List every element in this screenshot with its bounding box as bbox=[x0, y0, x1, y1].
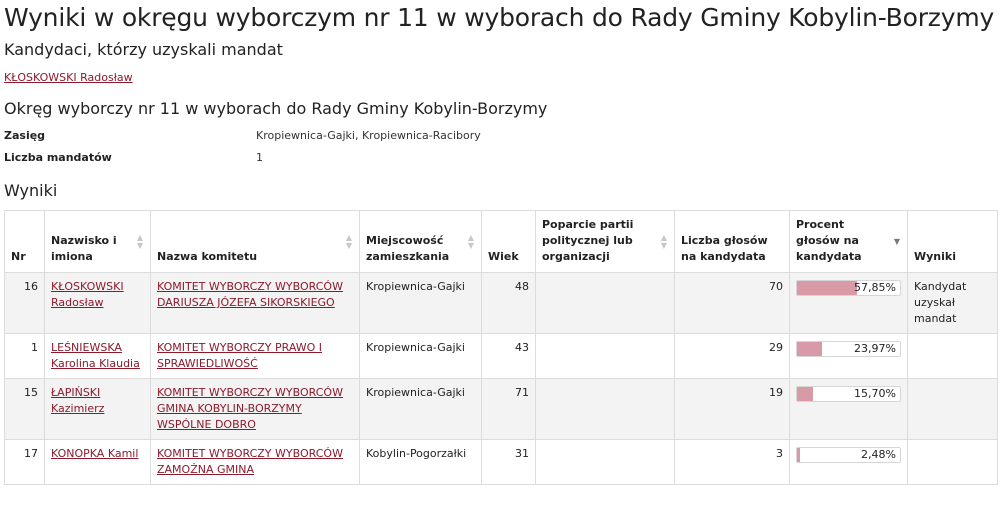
cell-support bbox=[536, 334, 675, 379]
committee-link[interactable]: KOMITET WYBORCZY WYBORCÓW DARIUSZA JÓZEFA SIKORSKIEGO bbox=[157, 280, 343, 309]
cell-votes: 19 bbox=[675, 379, 790, 440]
column-label: Procent głosów na kandydata bbox=[796, 218, 862, 263]
percent-bar-fill bbox=[797, 448, 800, 462]
candidate-link[interactable]: ŁAPIŃSKI Kazimierz bbox=[51, 386, 105, 415]
column-label: Liczba głosów na kandydata bbox=[681, 234, 768, 263]
cell-name bbox=[45, 440, 151, 485]
seats-value: 1 bbox=[256, 150, 263, 164]
candidate-link[interactable]: KONOPKA Kamil bbox=[51, 447, 139, 460]
cell-place: Kobylin-Pogorzałki bbox=[360, 440, 482, 485]
cell-percent bbox=[790, 440, 908, 485]
cell-votes: 29 bbox=[675, 334, 790, 379]
seats-label: Liczba mandatów bbox=[4, 150, 112, 164]
column-header-result[interactable] bbox=[908, 211, 998, 273]
cell-place: Kropiewnica-Gajki bbox=[360, 334, 482, 379]
cell-votes: 3 bbox=[675, 440, 790, 485]
cell-result bbox=[908, 440, 998, 485]
cell-name bbox=[45, 379, 151, 440]
cell-committee bbox=[151, 334, 360, 379]
percent-bar-fill bbox=[797, 342, 822, 356]
percent-bar bbox=[796, 386, 901, 402]
cell-committee bbox=[151, 440, 360, 485]
page-title: Wyniki w okręgu wyborczym nr 11 w wyborach do Rady Gminy Kobylin-Borzymy bbox=[4, 3, 995, 32]
cell-committee bbox=[151, 273, 360, 334]
sort-desc-icon: ▼ bbox=[893, 236, 901, 246]
district-info bbox=[4, 124, 996, 168]
committee-link[interactable]: KOMITET WYBORCZY PRAWO I SPRAWIEDLIWOŚĆ bbox=[157, 341, 323, 370]
percent-bar bbox=[796, 341, 901, 357]
column-header-percent[interactable] bbox=[790, 211, 908, 273]
sort-both-icon: ▲ ▼ bbox=[345, 232, 353, 250]
table-row bbox=[5, 334, 998, 379]
elected-candidate-link[interactable]: KŁOSKOWSKI Radosław bbox=[4, 71, 133, 84]
column-header-place[interactable] bbox=[360, 211, 482, 273]
sort-both-icon: ▲ ▼ bbox=[660, 232, 668, 250]
column-header-nr[interactable] bbox=[5, 211, 45, 273]
cell-nr: 16 bbox=[5, 273, 45, 334]
range-value: Kropiewnica-Gajki, Kropiewnica-Racibory bbox=[256, 128, 481, 142]
column-label: Wyniki bbox=[914, 250, 956, 263]
cell-result bbox=[908, 379, 998, 440]
sort-both-icon: ▲ ▼ bbox=[467, 232, 475, 250]
column-label: Nazwa komitetu bbox=[157, 250, 258, 263]
column-header-name[interactable] bbox=[45, 211, 151, 273]
percent-value: 57,85% bbox=[854, 281, 896, 294]
cell-percent bbox=[790, 379, 908, 440]
column-header-age[interactable] bbox=[482, 211, 536, 273]
cell-age: 43 bbox=[482, 334, 536, 379]
cell-age: 71 bbox=[482, 379, 536, 440]
table-row bbox=[5, 440, 998, 485]
district-seats-row bbox=[4, 146, 996, 168]
cell-name bbox=[45, 273, 151, 334]
candidate-link[interactable]: LEŚNIEWSKA Karolina Klaudia bbox=[51, 341, 140, 370]
column-header-committee[interactable] bbox=[151, 211, 360, 273]
cell-percent bbox=[790, 334, 908, 379]
results-header-row bbox=[5, 211, 998, 273]
cell-votes: 70 bbox=[675, 273, 790, 334]
column-label: Miejscowość zamieszkania bbox=[366, 234, 450, 263]
cell-age: 31 bbox=[482, 440, 536, 485]
cell-nr: 15 bbox=[5, 379, 45, 440]
percent-bar-fill bbox=[797, 387, 813, 401]
cell-nr: 1 bbox=[5, 334, 45, 379]
results-table bbox=[4, 210, 998, 485]
table-row bbox=[5, 379, 998, 440]
committee-link[interactable]: KOMITET WYBORCZY WYBORCÓW ZAMOŻNA GMINA bbox=[157, 447, 343, 476]
percent-value: 23,97% bbox=[854, 342, 896, 355]
percent-bar-fill bbox=[797, 281, 857, 295]
cell-percent bbox=[790, 273, 908, 334]
column-label: Poparcie partii politycznej lub organizacji bbox=[542, 218, 634, 263]
percent-bar bbox=[796, 280, 901, 296]
column-header-support[interactable] bbox=[536, 211, 675, 273]
candidate-link[interactable]: KŁOSKOWSKI Radosław bbox=[51, 280, 124, 309]
cell-support bbox=[536, 440, 675, 485]
district-range-row bbox=[4, 124, 996, 146]
column-label: Wiek bbox=[488, 250, 519, 263]
column-label: Nr bbox=[11, 250, 26, 263]
column-label: Nazwisko i imiona bbox=[51, 234, 117, 263]
cell-result bbox=[908, 334, 998, 379]
percent-value: 15,70% bbox=[854, 387, 896, 400]
column-header-votes[interactable] bbox=[675, 211, 790, 273]
percent-bar bbox=[796, 447, 901, 463]
sort-both-icon: ▲ ▼ bbox=[136, 232, 144, 250]
cell-support bbox=[536, 379, 675, 440]
cell-place: Kropiewnica-Gajki bbox=[360, 273, 482, 334]
cell-age: 48 bbox=[482, 273, 536, 334]
range-label: Zasięg bbox=[4, 128, 46, 142]
cell-support bbox=[536, 273, 675, 334]
cell-name bbox=[45, 334, 151, 379]
table-row bbox=[5, 273, 998, 334]
cell-committee bbox=[151, 379, 360, 440]
cell-place: Kropiewnica-Gajki bbox=[360, 379, 482, 440]
results-heading: Wyniki bbox=[4, 181, 58, 200]
district-heading: Okręg wyborczy nr 11 w wyborach do Rady Gminy Kobylin-Borzymy bbox=[4, 99, 548, 118]
cell-result: Kandydat uzyskał mandat bbox=[908, 273, 998, 334]
committee-link[interactable]: KOMITET WYBORCZY WYBORCÓW GMINA KOBYLIN-BORZYMY WSPÓLNE DOBRO bbox=[157, 386, 343, 431]
cell-nr: 17 bbox=[5, 440, 45, 485]
elected-heading: Kandydaci, którzy uzyskali mandat bbox=[4, 40, 283, 59]
percent-value: 2,48% bbox=[861, 448, 896, 461]
